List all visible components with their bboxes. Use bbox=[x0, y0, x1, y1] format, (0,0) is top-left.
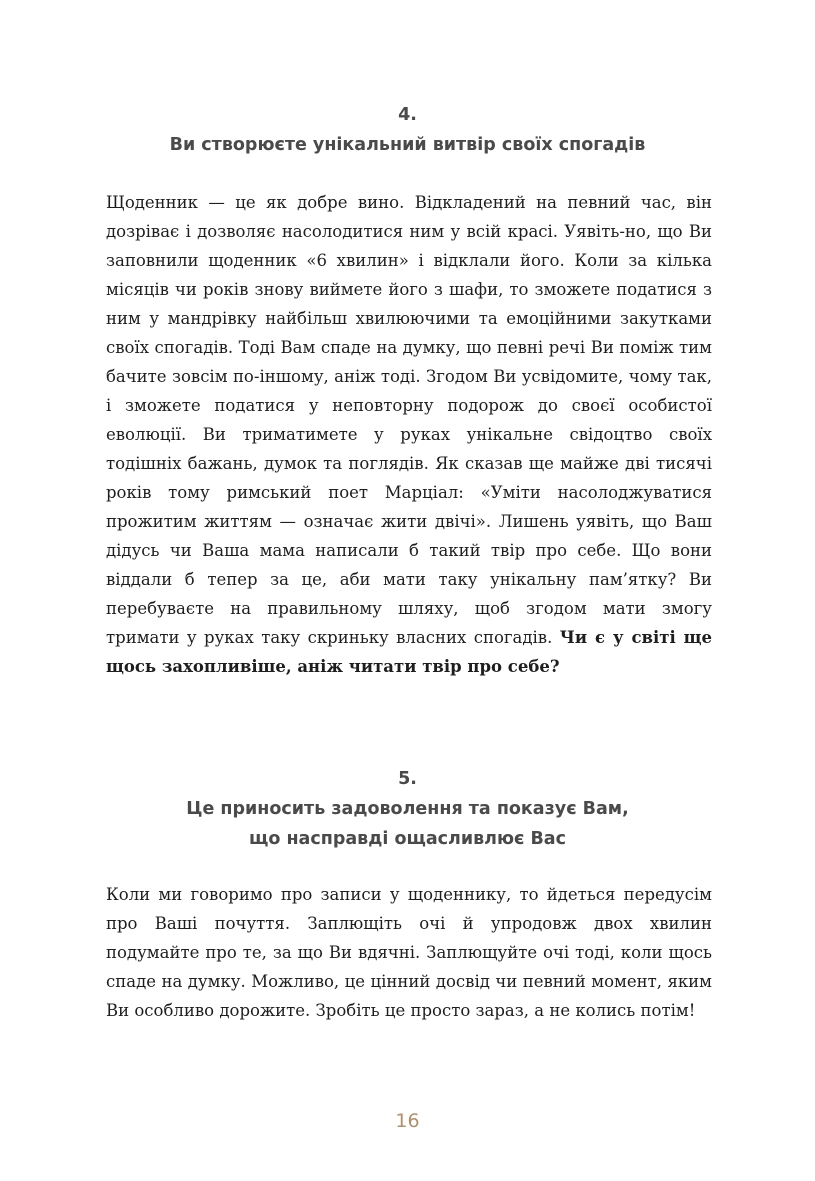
section-5-paragraph bbox=[106, 880, 712, 1025]
section-4-text: Щоденник — це як добре вино. Відкладений на певний час, він дозріває і дозволяє насолодитися ним у всій красі. Уявіть-но, що Ви заповнили щоденник «6 хвилин» і відклали його. Коли за кілька місяців чи років знову виймете його з шафи, то зможете податися з ним у мандрівку найбільш хвилюючими та емоційними закутками своїх спогадів. Тоді Вам спаде на думку, що певні речі Ви поміж тим бачите зовсім по-іншому, аніж тоді. Згодом Ви усвідомите, чому так, і зможете податися у неповторну подорож до своєї особистої еволюції. Ви триматимете у руках унікальне свідоцтво своїх тодішніх бажань, думок та поглядів. Як сказав ще майже дві тисячі років тому римський поет Марціал: «Уміти насолоджуватися прожитим життям — означає жити двічі». Лишень уявіть, що Ваш дідусь чи Ваша мама написали б такий твір про себе. Що вони віддали б тепер за це, аби мати таку унікальну пам’ятку? Ви перебуваєте на правильному шляху, щоб згодом мати змогу тримати у руках таку скриньку власних спогадів. bbox=[106, 193, 712, 647]
section-4-heading bbox=[100, 100, 715, 160]
section-4-number: 4. bbox=[398, 105, 417, 125]
page-number: 16 bbox=[395, 1110, 420, 1132]
section-4-bold-text: Чи є у світі ще щось захопливіше, аніж читати твір про себе? bbox=[106, 628, 712, 676]
section-5-text: Коли ми говоримо про записи у щоденнику, то йдеться передусім про Ваші почуття. Заплющіть очі й упродовж двох хвилин подумайте про те, за що Ви вдячні. Заплющуйте очі тоді, коли щось спаде на думку. Можливо, це цінний досвід чи певний момент, яким Ви особливо дорожите. Зробіть це просто зараз, а не колись потім! bbox=[106, 885, 712, 1020]
section-5-heading bbox=[100, 764, 715, 854]
section-5-title-line-1: Це приносить задоволення та показує Вам, bbox=[186, 799, 629, 819]
section-4-title: Ви створюєте унікальний витвір своїх спогадів bbox=[169, 135, 646, 155]
section-5-title-line-2: що насправді ощасливлює Вас bbox=[249, 829, 566, 849]
section-5-number: 5. bbox=[398, 769, 417, 789]
section-4-paragraph bbox=[106, 188, 712, 681]
